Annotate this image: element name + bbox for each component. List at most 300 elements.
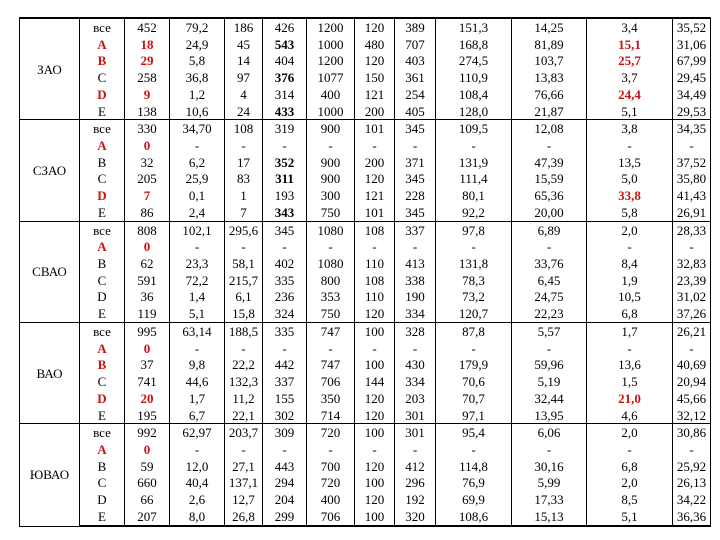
value-cell: 5,1 [587,508,673,526]
category-cell: C [80,69,125,86]
table-row [20,407,711,424]
value-cell: 1,7 [170,390,225,407]
value-cell: 203 [395,390,436,407]
value-cell: 412 [395,458,436,475]
value-cell: 138 [125,103,170,120]
value-cell: 5,19 [512,373,587,390]
value-cell: 24,75 [512,289,587,306]
value-cell: 371 [395,154,436,171]
value-cell: 345 [395,204,436,221]
value-cell: 144 [355,373,395,390]
value-cell: 2,0 [587,424,673,441]
value-cell: 58,1 [225,255,263,272]
value-cell: 335 [263,272,307,289]
value-cell: 24 [225,103,263,120]
value-cell: 14 [225,52,263,69]
value-cell: 800 [307,272,355,289]
value-cell: 12,08 [512,120,587,137]
value-cell: 32,83 [673,255,711,272]
value-cell: 15,13 [512,508,587,526]
value-cell: 442 [263,357,307,374]
value-cell: 433 [263,103,307,120]
value-cell: 119 [125,305,170,322]
value-cell: 14,25 [512,18,587,36]
value-cell: 215,7 [225,272,263,289]
value-cell: 195 [125,407,170,424]
value-cell: 3,7 [587,69,673,86]
value-cell: 443 [263,458,307,475]
value-cell: 5,8 [170,52,225,69]
district-name-cell: ВАО [20,323,80,424]
value-cell: 5,1 [170,305,225,322]
value-cell: 15,8 [225,305,263,322]
value-cell: 30,16 [512,458,587,475]
category-cell: E [80,103,125,120]
value-cell: 81,89 [512,36,587,53]
value-cell: 3,4 [587,18,673,36]
value-cell: 86 [125,204,170,221]
value-cell: 35,80 [673,171,711,188]
value-cell: - [512,441,587,458]
value-cell: 6,45 [512,272,587,289]
value-cell: 110,9 [436,69,512,86]
category-cell: D [80,289,125,306]
value-cell: 114,8 [436,458,512,475]
value-cell: 204 [263,491,307,508]
value-cell: 17 [225,154,263,171]
value-cell: 720 [307,475,355,492]
value-cell: 44,6 [170,373,225,390]
value-cell: 6,89 [512,221,587,238]
value-cell: 400 [307,491,355,508]
value-cell: 10,6 [170,103,225,120]
value-cell: 186 [225,18,263,36]
value-cell: - [673,340,711,357]
table-row [20,424,711,441]
value-cell: 120 [355,18,395,36]
category-cell: все [80,221,125,238]
value-cell: 109,5 [436,120,512,137]
value-cell: 13,6 [587,357,673,374]
table-row [20,137,711,154]
value-cell: 36,8 [170,69,225,86]
table-row [20,238,711,255]
value-cell: 29 [125,52,170,69]
value-cell: 274,5 [436,52,512,69]
value-cell: 3,8 [587,120,673,137]
value-cell: 1080 [307,255,355,272]
value-cell: 0,1 [170,187,225,204]
value-cell: 345 [263,221,307,238]
value-cell: 324 [263,305,307,322]
value-cell: 747 [307,357,355,374]
value-cell: 13,95 [512,407,587,424]
table-row [20,289,711,306]
value-cell: 29,45 [673,69,711,86]
value-cell: 18 [125,36,170,53]
value-cell: 83 [225,171,263,188]
value-cell: 30,86 [673,424,711,441]
table-row [20,475,711,492]
value-cell: 0 [125,137,170,154]
value-cell: 808 [125,221,170,238]
value-cell: - [587,137,673,154]
value-cell: 120 [355,171,395,188]
value-cell: 334 [395,305,436,322]
value-cell: - [395,137,436,154]
value-cell: 714 [307,407,355,424]
value-cell: - [587,238,673,255]
value-cell: 207 [125,508,170,526]
value-cell: 228 [395,187,436,204]
value-cell: 121 [355,187,395,204]
table-row [20,86,711,103]
value-cell: 33,76 [512,255,587,272]
value-cell: 72,2 [170,272,225,289]
value-cell: 100 [355,424,395,441]
table-row [20,18,711,36]
value-cell: 205 [125,171,170,188]
table-row [20,187,711,204]
value-cell: 480 [355,36,395,53]
value-cell: 23,39 [673,272,711,289]
value-cell: 430 [395,357,436,374]
value-cell: 319 [263,120,307,137]
district-name-cell: ЮВАО [20,424,80,526]
value-cell: 23,3 [170,255,225,272]
table-row [20,390,711,407]
value-cell: 35,52 [673,18,711,36]
table-row [20,340,711,357]
value-cell: 2,0 [587,475,673,492]
value-cell: 707 [395,36,436,53]
value-cell: 328 [395,323,436,340]
value-cell: 900 [307,171,355,188]
value-cell: 108,4 [436,86,512,103]
value-cell: 120 [355,458,395,475]
value-cell: 37 [125,357,170,374]
value-cell: 1,5 [587,373,673,390]
table-row [20,120,711,137]
value-cell: 20,94 [673,373,711,390]
category-cell: A [80,238,125,255]
value-cell: 337 [263,373,307,390]
value-cell: 32 [125,154,170,171]
value-cell: 26,8 [225,508,263,526]
value-cell: - [225,238,263,255]
value-cell: 15,1 [587,36,673,53]
value-cell: 120,7 [436,305,512,322]
value-cell: 334 [395,373,436,390]
value-cell: 0 [125,238,170,255]
value-cell: 2,0 [587,221,673,238]
value-cell: 131,8 [436,255,512,272]
value-cell: 311 [263,171,307,188]
table-row [20,171,711,188]
value-cell: - [436,137,512,154]
value-cell: 426 [263,18,307,36]
category-cell: C [80,373,125,390]
value-cell: 301 [395,407,436,424]
value-cell: 131,9 [436,154,512,171]
category-cell: E [80,508,125,526]
table-row [20,458,711,475]
category-cell: A [80,36,125,53]
value-cell: 59 [125,458,170,475]
value-cell: 1,2 [170,86,225,103]
value-cell: - [263,238,307,255]
value-cell: 92,2 [436,204,512,221]
value-cell: 200 [355,103,395,120]
value-cell: 720 [307,424,355,441]
category-cell: A [80,137,125,154]
value-cell: - [395,238,436,255]
value-cell: 32,44 [512,390,587,407]
value-cell: 13,5 [587,154,673,171]
value-cell: 25,92 [673,458,711,475]
category-cell: D [80,491,125,508]
value-cell: 1 [225,187,263,204]
value-cell: 353 [307,289,355,306]
value-cell: 27,1 [225,458,263,475]
value-cell: 345 [395,171,436,188]
value-cell: 34,49 [673,86,711,103]
value-cell: 32,12 [673,407,711,424]
value-cell: 110 [355,255,395,272]
value-cell: 337 [395,221,436,238]
value-cell: 100 [355,508,395,526]
value-cell: 591 [125,272,170,289]
value-cell: 21,87 [512,103,587,120]
value-cell: 2,6 [170,491,225,508]
value-cell: 9 [125,86,170,103]
value-cell: 203,7 [225,424,263,441]
value-cell: 309 [263,424,307,441]
value-cell: 900 [307,154,355,171]
value-cell: 4,6 [587,407,673,424]
category-cell: D [80,86,125,103]
table-row [20,221,711,238]
value-cell: 47,39 [512,154,587,171]
value-cell: 79,2 [170,18,225,36]
value-cell: 20,00 [512,204,587,221]
value-cell: 66 [125,491,170,508]
category-cell: A [80,340,125,357]
value-cell: - [587,441,673,458]
value-cell: 741 [125,373,170,390]
value-cell: - [673,137,711,154]
district-name-cell: ЗАО [20,18,80,120]
value-cell: 132,3 [225,373,263,390]
value-cell: 21,0 [587,390,673,407]
value-cell: - [512,238,587,255]
value-cell: - [225,340,263,357]
value-cell: 343 [263,204,307,221]
value-cell: 300 [307,187,355,204]
value-cell: 37,52 [673,154,711,171]
category-cell: все [80,323,125,340]
value-cell: - [395,441,436,458]
value-cell: 402 [263,255,307,272]
value-cell: 108 [355,221,395,238]
value-cell: 24,9 [170,36,225,53]
value-cell: 26,21 [673,323,711,340]
value-cell: 400 [307,86,355,103]
value-cell: 36,36 [673,508,711,526]
table-row [20,357,711,374]
value-cell: 108 [225,120,263,137]
value-cell: 41,43 [673,187,711,204]
table-row [20,373,711,390]
value-cell: 102,1 [170,221,225,238]
value-cell: 750 [307,305,355,322]
category-cell: C [80,171,125,188]
value-cell: 155 [263,390,307,407]
value-cell: 900 [307,120,355,137]
value-cell: 120 [355,305,395,322]
value-cell: 296 [395,475,436,492]
value-cell: 63,14 [170,323,225,340]
value-cell: 995 [125,323,170,340]
value-cell: - [170,137,225,154]
district-name-cell: СВАО [20,221,80,322]
value-cell: - [170,441,225,458]
value-cell: 150 [355,69,395,86]
value-cell: 29,53 [673,103,711,120]
value-cell: 67,99 [673,52,711,69]
value-cell: 95,4 [436,424,512,441]
value-cell: 62 [125,255,170,272]
value-cell: 700 [307,458,355,475]
value-cell: 76,66 [512,86,587,103]
category-cell: C [80,272,125,289]
value-cell: 404 [263,52,307,69]
value-cell: 258 [125,69,170,86]
value-cell: 294 [263,475,307,492]
value-cell: 13,83 [512,69,587,86]
value-cell: 2,4 [170,204,225,221]
value-cell: 314 [263,86,307,103]
category-cell: B [80,458,125,475]
value-cell: 1077 [307,69,355,86]
value-cell: 1000 [307,36,355,53]
value-cell: 5,99 [512,475,587,492]
value-cell: 22,2 [225,357,263,374]
value-cell: 188,5 [225,323,263,340]
value-cell: 100 [355,357,395,374]
value-cell: 120 [355,52,395,69]
value-cell: 7 [125,187,170,204]
value-cell: 110 [355,289,395,306]
value-cell: 236 [263,289,307,306]
value-cell: 78,3 [436,272,512,289]
value-cell: 69,9 [436,491,512,508]
value-cell: 389 [395,18,436,36]
value-cell: 11,2 [225,390,263,407]
value-cell: 747 [307,323,355,340]
value-cell: 151,3 [436,18,512,36]
value-cell: 992 [125,424,170,441]
category-cell: A [80,441,125,458]
value-cell: - [263,340,307,357]
category-cell: B [80,52,125,69]
table-row [20,305,711,322]
value-cell: 7 [225,204,263,221]
district-name-cell: СЗАО [20,120,80,221]
value-cell: 26,13 [673,475,711,492]
value-cell: 65,36 [512,187,587,204]
value-cell: 24,4 [587,86,673,103]
category-cell: B [80,357,125,374]
value-cell: 8,0 [170,508,225,526]
value-cell: - [673,238,711,255]
value-cell: 36 [125,289,170,306]
table-row [20,441,711,458]
value-cell: 361 [395,69,436,86]
table-row [20,103,711,120]
category-cell: B [80,154,125,171]
value-cell: 1080 [307,221,355,238]
value-cell: 301 [395,424,436,441]
value-cell: 31,06 [673,36,711,53]
value-cell: 34,70 [170,120,225,137]
value-cell: 750 [307,204,355,221]
table-row [20,52,711,69]
value-cell: 0 [125,340,170,357]
value-cell: 76,9 [436,475,512,492]
value-cell: 45 [225,36,263,53]
value-cell: 15,59 [512,171,587,188]
value-cell: 6,1 [225,289,263,306]
value-cell: 121 [355,86,395,103]
value-cell: 25,7 [587,52,673,69]
value-cell: 26,91 [673,204,711,221]
table-row [20,491,711,508]
value-cell: 345 [395,120,436,137]
value-cell: 87,8 [436,323,512,340]
value-cell: 4 [225,86,263,103]
value-cell: 6,8 [587,458,673,475]
district-data-table [19,17,711,527]
value-cell: 22,1 [225,407,263,424]
value-cell: 452 [125,18,170,36]
value-cell: 28,33 [673,221,711,238]
value-cell: 352 [263,154,307,171]
value-cell: 660 [125,475,170,492]
value-cell: 111,4 [436,171,512,188]
value-cell: 1200 [307,52,355,69]
value-cell: 120 [355,390,395,407]
value-cell: 108,6 [436,508,512,526]
value-cell: 6,7 [170,407,225,424]
value-cell: 97,1 [436,407,512,424]
value-cell: 192 [395,491,436,508]
value-cell: 97 [225,69,263,86]
value-cell: 706 [307,373,355,390]
value-cell: - [307,340,355,357]
value-cell: 33,8 [587,187,673,204]
value-cell: 6,2 [170,154,225,171]
table-row [20,204,711,221]
value-cell: 12,0 [170,458,225,475]
value-cell: 376 [263,69,307,86]
value-cell: 45,66 [673,390,711,407]
category-cell: E [80,407,125,424]
value-cell: 403 [395,52,436,69]
value-cell: 100 [355,323,395,340]
value-cell: 1,7 [587,323,673,340]
table-row [20,508,711,526]
